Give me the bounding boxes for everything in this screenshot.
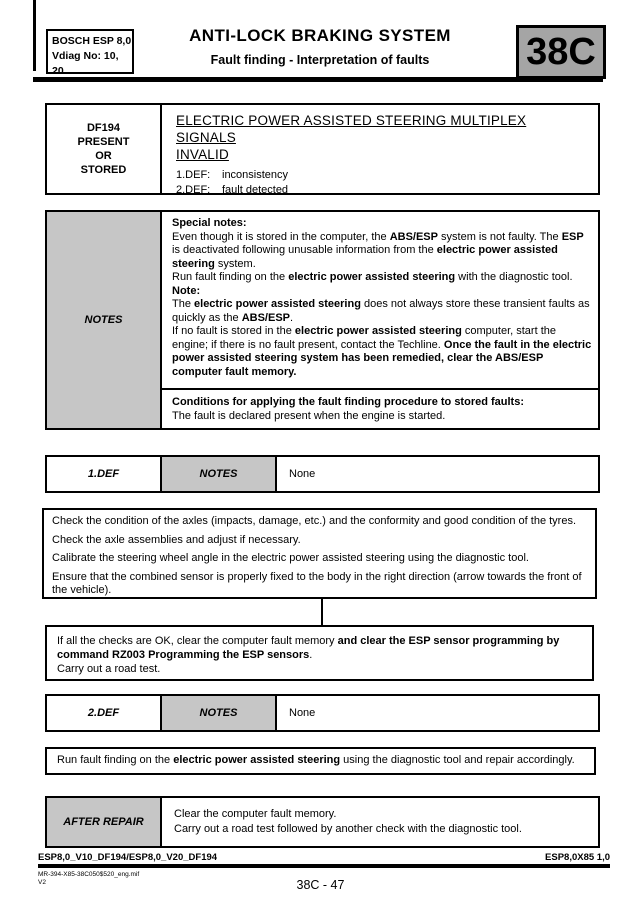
def1-label: 1.DEF <box>87 468 120 480</box>
def1-value-cell: None <box>289 468 316 480</box>
fault-def-2: 2.DEF: fault detected <box>176 184 289 196</box>
fault-title-line2: INVALID <box>176 147 229 162</box>
system-id-box <box>46 29 134 77</box>
def1-label-cell <box>47 457 162 491</box>
fault-def-list <box>176 168 590 198</box>
fault-status-or: OR <box>95 150 112 162</box>
checks-box: Check the condition of the axles (impacts, damage, etc.) and the conformity and good condition of the tyres. Check the axle assemblies and adjust if necessary. Calibrate the steering wheel angle in the electric power assisted steering using the diagnostic tool. Ensure that the combined sensor is properly fixed to the body in the right direction (arrow towards the front of the vehicle). <box>42 508 597 599</box>
document-code-left: ESP8,0_V10_DF194/ESP8,0_V20_DF194 <box>38 852 218 863</box>
def2-value-cell: None <box>289 707 316 719</box>
def1-notes-cell <box>162 457 277 491</box>
def2-label: 2.DEF <box>87 707 120 719</box>
page-title: ANTI-LOCK BRAKING SYSTEM <box>189 26 451 45</box>
fault-status-present: PRESENT <box>77 136 130 148</box>
notes-label-cell <box>47 212 162 428</box>
special-notes-cell: Special notes: Even though it is stored in the computer, the ABS/ESP system is not faulty. The ESP is deactivated following unusable information from the electric power assisted steering system. Run fault finding on the electric power assisted steering with the diagnostic tool. Note: The electric power assisted steering does not always store these transient faults as quickly as the ABS/ESP. If no fault is stored in the electric power assisted steering computer, start the engine; if there is no fault present, contact the Techline. Once the fault in the electric power assisted steering system has been remedied, clear the ABS/ESP computer fault memory. <box>162 212 598 390</box>
conditions-cell: Conditions for applying the fault finding procedure to stored faults: The fault is declared present when the engine is started. <box>172 396 524 422</box>
file-reference-version: V2 <box>38 878 46 886</box>
system-name: BOSCH ESP 8,0 <box>52 35 132 47</box>
header-divider <box>33 77 603 82</box>
fault-def-1: 1.DEF: inconsistency <box>176 169 289 181</box>
def1-notes-label: NOTES <box>199 468 238 480</box>
notes-table <box>45 210 600 430</box>
def2-label-cell <box>47 696 162 730</box>
document-code-right: ESP8,0X85 1,0 <box>545 852 610 863</box>
flow-connector-line <box>321 599 323 625</box>
fault-title-line1: ELECTRIC POWER ASSISTED STEERING MULTIPLEX SIGNALS <box>176 113 527 145</box>
def1-row <box>45 455 600 493</box>
def2-notes-cell <box>162 696 277 730</box>
fault-code-cell <box>47 105 162 193</box>
def2-row <box>45 694 600 732</box>
notes-label: NOTES <box>84 314 123 326</box>
vdiag-number: Vdiag No: 10, 20 <box>52 50 119 77</box>
run-fault-finding-box <box>45 747 596 775</box>
after-repair-label-cell <box>47 798 162 846</box>
fault-header-table <box>45 103 600 195</box>
clear-memory-box: If all the checks are OK, clear the computer fault memory and clear the ESP sensor programming by command RZ003 Programming the ESP sensors. Carry out a road test. <box>45 625 594 681</box>
after-repair-label: AFTER REPAIR <box>63 816 144 828</box>
fault-code: DF194 <box>86 122 121 134</box>
page-edge-mark <box>33 0 36 71</box>
section-code-badge: 38C <box>516 25 606 79</box>
file-reference-name: MR-394-X85-38C050$520_eng.mif <box>38 871 140 878</box>
header <box>135 26 505 67</box>
page-number: 38C - 47 <box>296 878 345 892</box>
fault-status-stored: STORED <box>80 164 127 176</box>
page-subtitle: Fault finding - Interpretation of faults <box>210 53 430 67</box>
def2-notes-label: NOTES <box>199 707 238 719</box>
after-repair-table <box>45 796 600 848</box>
footer-divider <box>38 864 610 868</box>
after-repair-content: Clear the computer fault memory. Carry out a road test followed by another check with the diagnostic tool. <box>174 808 522 835</box>
notes-content <box>162 212 598 428</box>
fault-title-cell <box>162 105 598 196</box>
run-fault-finding-text: Run fault finding on the electric power assisted steering using the diagnostic tool and repair accordingly. <box>57 754 575 767</box>
